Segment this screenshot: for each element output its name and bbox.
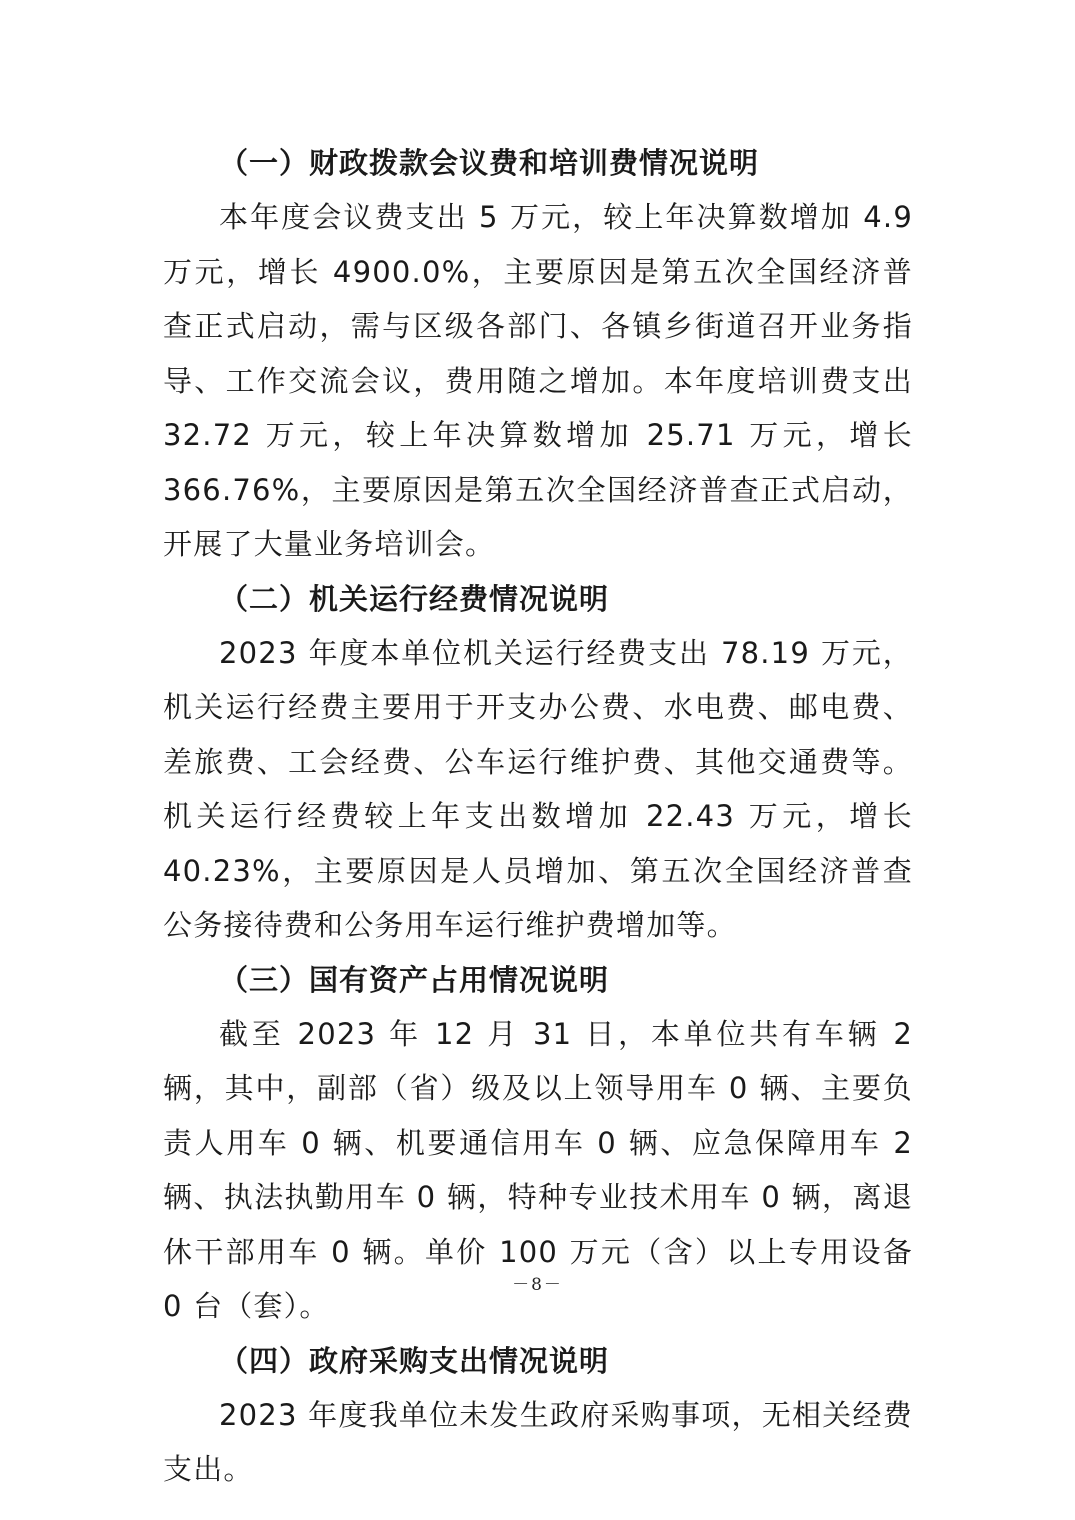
section-heading-3: （三）国有资产占用情况说明 [219, 962, 610, 997]
section-heading-1: （一）财政拨款会议费和培训费情况说明 [219, 146, 760, 180]
section-heading-4: （四）政府采购支出情况说明 [219, 1343, 610, 1378]
section-heading-2: （二）机关运行经费情况说明 [219, 581, 610, 616]
section-paragraph-1: 本年度会议费支出 5 万元，较上年决算数增加 4.9 万元，增长 4900.0%，主要原因是第五次全国经济普查正式启动，需与区级各部门、各镇乡街道召开业务指导、工作交流会议，费用随之增加。本年度培训费支出 32.72 万元，较上年决算数增加 25.71 万元，增长 366.76%，主要原因是第五次全国经济普查正式启动，开展了大量业务培训会。 [163, 200, 913, 561]
page-number: －8－ [512, 1275, 563, 1295]
section-paragraph-3: 截至 2023 年 12 月 31 日，本单位共有车辆 2 辆，其中，副部（省）级及以上领导用车 0 辆、主要负责人用车 0 辆、机要通信用车 0 辆、应急保障用车 2 辆、执法执勤用车 0 辆，特种专业技术用车 0 辆，离退休干部用车 0 辆。单价 100 万元（含）以上专用设备 0 台（套）。 [163, 1016, 913, 1323]
section-paragraph-2: 2023 年度本单位机关运行经费支出 78.19 万元，机关运行经费主要用于开支办公费、水电费、邮电费、差旅费、工会经费、公车运行维护费、其他交通费等。机关运行经费较上年支出数增加 22.43 万元，增长 40.23%，主要原因是人员增加、第五次全国经济普查公务接待费和公务用车运行维护费增加等。 [163, 635, 913, 942]
section-paragraph-4: 2023 年度我单位未发生政府采购事项，无相关经费支出。 [163, 1397, 913, 1486]
